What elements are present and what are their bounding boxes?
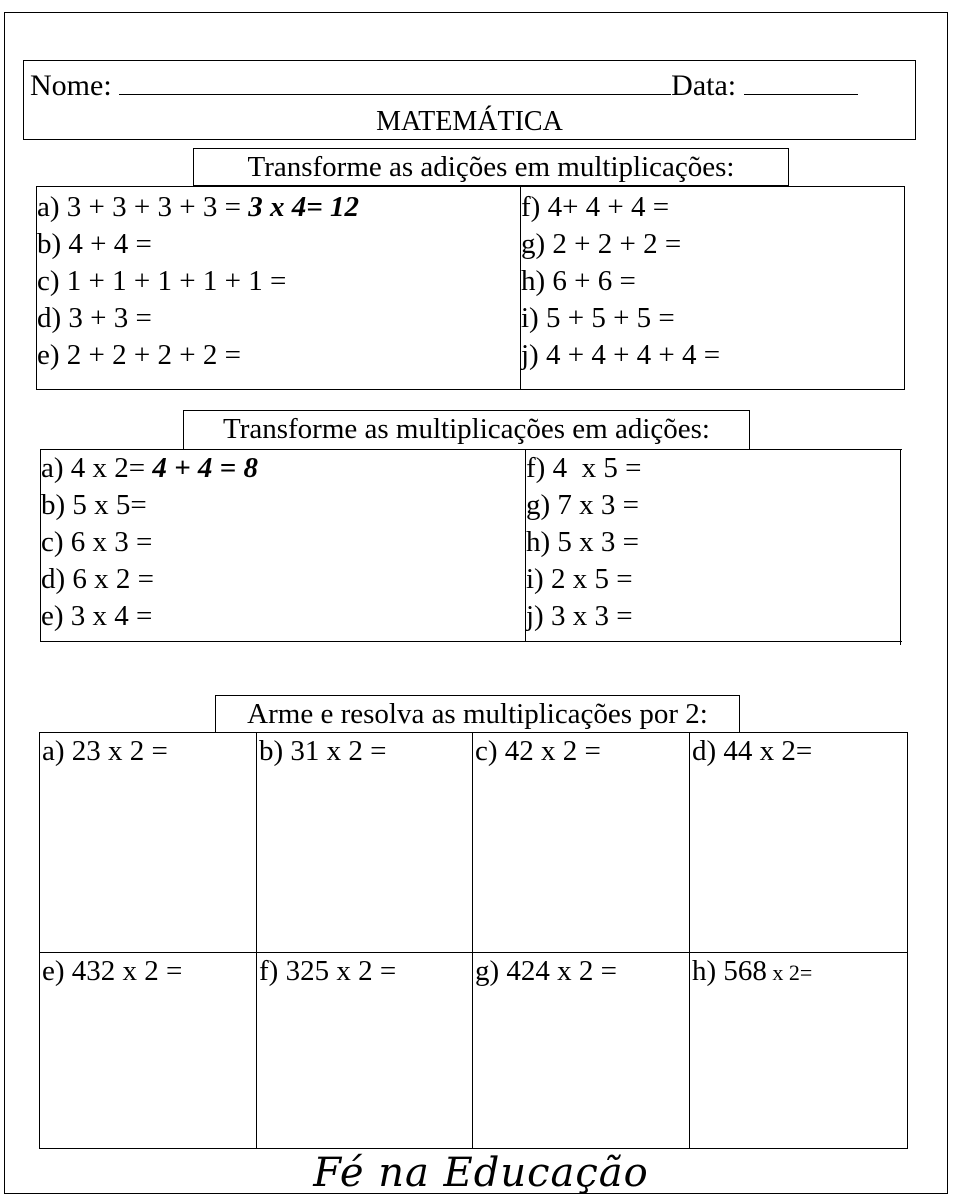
section2-right-col bbox=[525, 450, 902, 641]
problem-cell: c) 42 x 2 = bbox=[472, 732, 690, 953]
problem-suffix: x 2= bbox=[766, 960, 813, 985]
section2-title: Transforme as multiplicações em adições: bbox=[183, 410, 750, 450]
list-item: b) 4 + 4 = bbox=[37, 228, 152, 260]
problem-cell bbox=[689, 952, 908, 1149]
list-item: d) 3 + 3 = bbox=[37, 302, 152, 334]
section1-title: Transforme as adições em multiplicações: bbox=[193, 148, 789, 186]
list-item: f) 4 x 5 = bbox=[526, 452, 642, 484]
section1-grid bbox=[36, 186, 905, 390]
section2-grid bbox=[40, 449, 902, 642]
section1-left-col bbox=[37, 187, 521, 389]
problem-label: h) 568 bbox=[692, 955, 767, 987]
date-blank[interactable] bbox=[744, 70, 858, 95]
section1-right-col bbox=[520, 187, 904, 389]
list-item: i) 5 + 5 + 5 = bbox=[521, 302, 675, 334]
list-item: g) 7 x 3 = bbox=[526, 489, 640, 521]
list-item: b) 5 x 5= bbox=[41, 489, 147, 521]
list-item: a) 4 x 2= 4 + 4 = 8 bbox=[41, 452, 258, 484]
list-item: c) 6 x 3 = bbox=[41, 526, 153, 558]
header-line bbox=[30, 69, 858, 103]
list-item: a) 3 + 3 + 3 + 3 = 3 x 4= 12 bbox=[37, 191, 359, 223]
problem-cell: f) 325 x 2 = bbox=[256, 952, 473, 1149]
section3-title: Arme e resolva as multiplicações por 2: bbox=[215, 695, 740, 733]
header-box bbox=[23, 60, 916, 140]
list-item: e) 2 + 2 + 2 + 2 = bbox=[37, 339, 241, 371]
problem-cell: d) 44 x 2= bbox=[689, 732, 908, 953]
list-item: j) 3 x 3 = bbox=[526, 600, 633, 632]
section2-left-col bbox=[41, 450, 525, 641]
section2-right-edge bbox=[900, 449, 901, 645]
list-item: g) 2 + 2 + 2 = bbox=[521, 228, 682, 260]
problem-cell: g) 424 x 2 = bbox=[472, 952, 690, 1149]
name-label: Nome: bbox=[30, 69, 112, 102]
date-label: Data: bbox=[671, 69, 737, 102]
list-item: f) 4+ 4 + 4 = bbox=[521, 191, 670, 223]
name-blank[interactable] bbox=[119, 70, 671, 95]
list-item: i) 2 x 5 = bbox=[526, 563, 633, 595]
list-item: e) 3 x 4 = bbox=[41, 600, 153, 632]
list-item: c) 1 + 1 + 1 + 1 + 1 = bbox=[37, 265, 287, 297]
footer-brand: Fé na Educação bbox=[313, 1150, 649, 1196]
subject-title: MATEMÁTICA bbox=[376, 106, 563, 137]
list-item: h) 6 + 6 = bbox=[521, 265, 636, 297]
list-item: d) 6 x 2 = bbox=[41, 563, 155, 595]
list-item: j) 4 + 4 + 4 + 4 = bbox=[521, 339, 721, 371]
problem-cell: e) 432 x 2 = bbox=[39, 952, 257, 1149]
problem-cell: b) 31 x 2 = bbox=[256, 732, 473, 953]
problem-cell: a) 23 x 2 = bbox=[39, 732, 257, 953]
list-item: h) 5 x 3 = bbox=[526, 526, 640, 558]
